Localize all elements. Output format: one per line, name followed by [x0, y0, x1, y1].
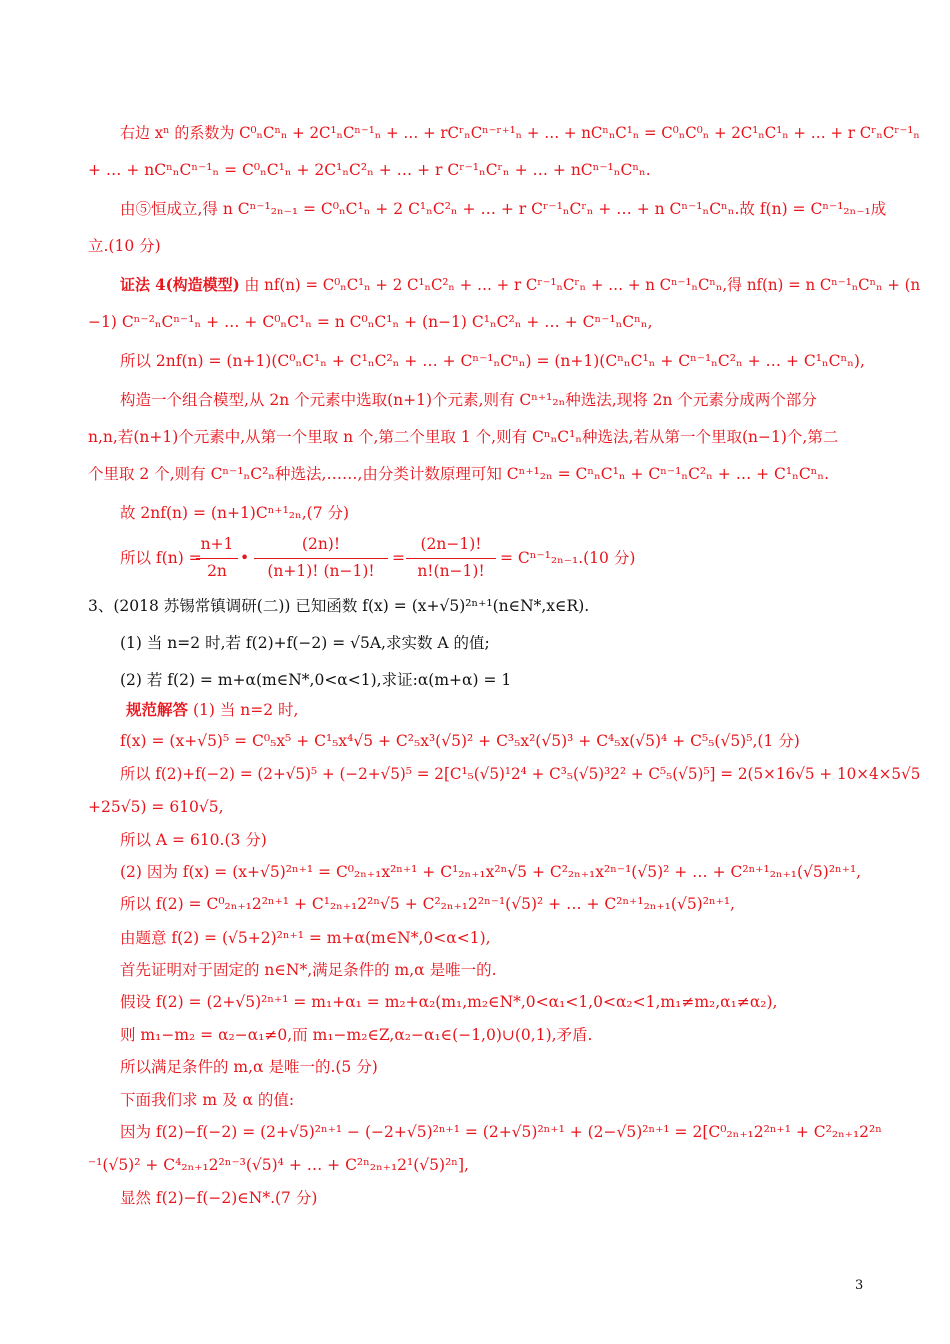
- fraction-eq-result: = Cⁿ⁻¹₂ₙ₋₁.(10 分): [500, 549, 636, 567]
- question-3-part-1: (1) 当 n=2 时,若 f(2)+f(−2) = √5A,求实数 A 的值;: [120, 634, 490, 652]
- question-3-title: 3、(2018 苏锡常镇调研(二)) 已知函数 f(x) = (x+√5)²ⁿ⁺¹(n∈N*,x∈R).: [88, 597, 590, 615]
- solution-line-15: ⁻¹(√5)² + C⁴₂ₙ₊₁2²ⁿ⁻³(√5)⁴ + … + C²ⁿ₂ₙ₊₁2¹(√5)²ⁿ],: [88, 1156, 469, 1174]
- proof4-line-7: 故 2nf(n) = (n+1)Cⁿ⁺¹₂ₙ,(7 分): [120, 504, 350, 522]
- frac2-bar: [254, 558, 388, 559]
- solution-line-9: 首先证明对于固定的 n∈N*,满足条件的 m,α 是唯一的.: [120, 961, 497, 979]
- frac2-numerator: (2n)!: [301, 535, 341, 553]
- proof4-line-4: 构造一个组合模型,从 2n 个元素中选取(n+1)个元素,则有 Cⁿ⁺¹₂ₙ种选法,现将 2n 个元素分成两个部分: [120, 391, 817, 409]
- solution-label: 规范解答: [126, 700, 189, 719]
- proof3-line-1: 右边 xⁿ 的系数为 C⁰ₙCⁿₙ + 2C¹ₙCⁿ⁻¹ₙ + … + rCʳₙCⁿ⁻ʳ⁺¹ₙ + … + nCⁿₙC¹ₙ = C⁰ₙC⁰ₙ + 2C¹ₙC¹ₙ + … + r CʳₙCʳ⁻¹ₙ: [120, 124, 920, 142]
- question-3-part-2: (2) 若 f(2) = m+α(m∈N*,0<α<1),求证:α(m+α) = 1: [120, 671, 512, 689]
- solution-line-14: 因为 f(2)−f(−2) = (2+√5)²ⁿ⁺¹ − (−2+√5)²ⁿ⁺¹ = (2+√5)²ⁿ⁺¹ + (2−√5)²ⁿ⁺¹ = 2[C⁰₂ₙ₊₁2²ⁿ⁺¹ + C²₂ₙ₊₁2²ⁿ: [120, 1123, 882, 1141]
- proof3-line-4: 立.(10 分): [88, 237, 161, 255]
- solution-line-12: 所以满足条件的 m,α 是唯一的.(5 分): [120, 1058, 378, 1076]
- frac1-denominator: 2n: [207, 562, 227, 580]
- proof4-label: 证法 4(构造模型): [120, 275, 240, 294]
- solution-part-1-intro: (1) 当 n=2 时,: [188, 701, 299, 719]
- solution-line-6: (2) 因为 f(x) = (x+√5)²ⁿ⁺¹ = C⁰₂ₙ₊₁x²ⁿ⁺¹ + C¹₂ₙ₊₁x²ⁿ√5 + C²₂ₙ₊₁x²ⁿ⁻¹(√5)² + … + C²ⁿ⁺¹₂ₙ₊₁(√5)²ⁿ⁺¹,: [120, 863, 862, 881]
- solution-line-7: 所以 f(2) = C⁰₂ₙ₊₁2²ⁿ⁺¹ + C¹₂ₙ₊₁2²ⁿ√5 + C²₂ₙ₊₁2²ⁿ⁻¹(√5)² + … + C²ⁿ⁺¹₂ₙ₊₁(√5)²ⁿ⁺¹,: [120, 895, 735, 913]
- solution-line-13: 下面我们求 m 及 α 的值:: [120, 1091, 295, 1109]
- proof3-line-2: + … + nCⁿₙCⁿ⁻¹ₙ = C⁰ₙC¹ₙ + 2C¹ₙC²ₙ + … + r Cʳ⁻¹ₙCʳₙ + … + nCⁿ⁻¹ₙCⁿₙ.: [88, 161, 651, 179]
- page-number: 3: [855, 1278, 864, 1293]
- proof4-line-1: [120, 275, 920, 295]
- proof4-line-6: 个里取 2 个,则有 Cⁿ⁻¹ₙC²ₙ种选法,……,由分类计数原理可知 Cⁿ⁺¹₂ₙ = CⁿₙC¹ₙ + Cⁿ⁻¹ₙC²ₙ + … + C¹ₙCⁿₙ.: [88, 465, 830, 483]
- solution-line-4: +25√5) = 610√5,: [88, 798, 224, 816]
- solution-line-2: f(x) = (x+√5)⁵ = C⁰₅x⁵ + C¹₅x⁴√5 + C²₅x³(√5)² + C³₅x²(√5)³ + C⁴₅x(√5)⁴ + C⁵₅(√5)⁵,(1 分): [120, 732, 800, 750]
- solution-line-3: 所以 f(2)+f(−2) = (2+√5)⁵ + (−2+√5)⁵ = 2[C¹₅(√5)¹2⁴ + C³₅(√5)³2² + C⁵₅(√5)⁵] = 2(5×16√5 + 10×4×5√5: [120, 765, 921, 783]
- frac1-bar: [196, 558, 238, 559]
- fraction-eq-equals: =: [392, 549, 405, 567]
- proof4-line-5: n,n,若(n+1)个元素中,从第一个里取 n 个,第二个里取 1 个,则有 CⁿₙC¹ₙ种选法,若从第一个里取(n−1)个,第二: [88, 428, 839, 446]
- solution-line-11: 则 m₁−m₂ = α₂−α₁≠0,而 m₁−m₂∈Z,α₂−α₁∈(−1,0)∪(0,1),矛盾.: [120, 1026, 593, 1044]
- frac1-numerator: n+1: [200, 535, 234, 553]
- frac2-denominator: (n+1)! (n−1)!: [267, 562, 375, 580]
- frac3-numerator: (2n−1)!: [420, 535, 482, 553]
- fraction-eq-prefix: 所以 f(n) =: [120, 549, 202, 567]
- proof4-line-2: −1) Cⁿ⁻²ₙCⁿ⁻¹ₙ + … + C⁰ₙC¹ₙ = n C⁰ₙC¹ₙ + (n−1) C¹ₙC²ₙ + … + Cⁿ⁻¹ₙCⁿₙ,: [88, 313, 653, 331]
- frac3-denominator: n!(n−1)!: [417, 562, 485, 580]
- solution-line-16: 显然 f(2)−f(−2)∈N*.(7 分): [120, 1189, 318, 1207]
- proof4-line-3: 所以 2nf(n) = (n+1)(C⁰ₙC¹ₙ + C¹ₙC²ₙ + … + Cⁿ⁻¹ₙCⁿₙ) = (n+1)(CⁿₙC¹ₙ + Cⁿ⁻¹ₙC²ₙ + … + C¹ₙCⁿₙ),: [120, 352, 865, 370]
- solution-line-5: 所以 A = 610.(3 分): [120, 831, 267, 849]
- solution-line-10: 假设 f(2) = (2+√5)²ⁿ⁺¹ = m₁+α₁ = m₂+α₂(m₁,m₂∈N*,0<α₁<1,0<α₂<1,m₁≠m₂,α₁≠α₂),: [120, 993, 778, 1011]
- solution-line-1: [126, 700, 298, 720]
- proof3-line-3: 由⑤恒成立,得 n Cⁿ⁻¹₂ₙ₋₁ = C⁰ₙC¹ₙ + 2 C¹ₙC²ₙ + … + r Cʳ⁻¹ₙCʳₙ + … + n Cⁿ⁻¹ₙCⁿₙ.故 f(n) = Cⁿ⁻¹₂ₙ₋₁成: [120, 200, 887, 218]
- multiply-dot: •: [240, 549, 250, 567]
- frac3-bar: [406, 558, 496, 559]
- solution-line-8: 由题意 f(2) = (√5+2)²ⁿ⁺¹ = m+α(m∈N*,0<α<1),: [120, 929, 491, 947]
- proof4-text: 由 nf(n) = C⁰ₙC¹ₙ + 2 C¹ₙC²ₙ + … + r Cʳ⁻¹ₙCʳₙ + … + n Cⁿ⁻¹ₙCⁿₙ,得 nf(n) = n Cⁿ⁻¹ₙCⁿₙ + (n: [239, 276, 921, 294]
